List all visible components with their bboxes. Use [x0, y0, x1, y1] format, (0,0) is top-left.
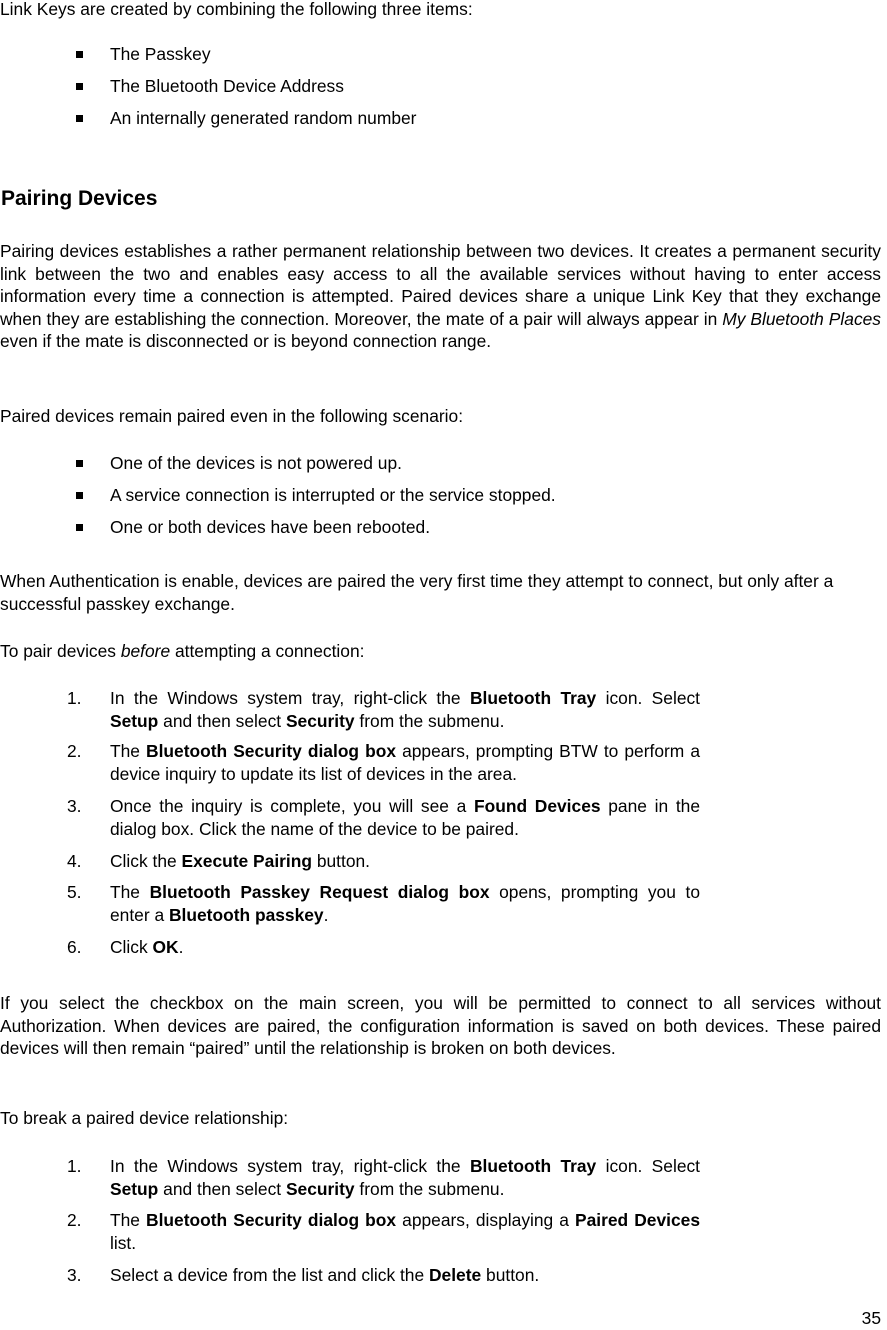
pair-steps-list: [0, 687, 701, 731]
list-item: 5. The Bluetooth Passkey Request dialog box opens, prompting you to enter a Bluetooth passkey.: [67, 882, 700, 925]
bullet-square-icon: [76, 524, 83, 531]
bullet-square-icon: [76, 492, 83, 499]
pair-steps-list-cont-6: [0, 936, 700, 959]
list-item: 6. Click OK.: [67, 937, 184, 957]
list-item: 2. The Bluetooth Security dialog box appears, prompting BTW to perform a device inquiry to update its list of devices in the area.: [67, 741, 700, 784]
pair-steps-list-cont-4: [0, 850, 700, 873]
bullet-square-icon: [76, 115, 83, 122]
link-key-items-list: [0, 43, 416, 139]
list-item: An internally generated random number: [0, 107, 416, 139]
intro-paragraph: Link Keys are created by combining the following three items:: [0, 0, 473, 19]
pair-steps-list-cont-2: [0, 740, 700, 786]
bullet-square-icon: [76, 83, 83, 90]
list-item: One or both devices have been rebooted.: [0, 516, 556, 548]
break-steps-list: [0, 1155, 700, 1201]
pairing-paragraph: Pairing devices establishes a rather permanent relationship between two devices. It creates a permanent security link between the two and enables easy access to all the available services without having to enter access information every time a connection is attempted. Paired devices share a unique Link Key that they exchange when they are establishing the connection. Moreover, the mate of a pair will always appear in My Bluetooth Places even if the mate is disconnected or is beyond connection range.: [0, 241, 882, 352]
bullet-square-icon: [76, 51, 83, 58]
break-steps-list-cont-3: [0, 1264, 700, 1287]
list-item: One of the devices is not powered up.: [0, 452, 556, 484]
pair-before-intro: To pair devices before attempting a connection:: [0, 641, 365, 661]
list-item: The Bluetooth Device Address: [0, 75, 416, 107]
bullet-square-icon: [76, 460, 83, 467]
page-number: 35: [861, 1308, 881, 1328]
authentication-paragraph: When Authentication is enable, devices are paired the very first time they attempt to connect, but only after a successful passkey exchange.: [0, 571, 834, 614]
scenario-list: [0, 452, 556, 548]
break-steps-list-cont-2: [0, 1209, 700, 1255]
list-item: The Passkey: [0, 43, 416, 75]
pair-steps-list-cont-5: [0, 881, 700, 927]
list-item: 2. The Bluetooth Security dialog box appears, displaying a Paired Devices list.: [67, 1210, 700, 1253]
list-item: A service connection is interrupted or the service stopped.: [0, 484, 556, 516]
checkbox-paragraph: If you select the checkbox on the main screen, you will be permitted to connect to all services without Authorization. When devices are paired, the configuration information is saved on both devices. These paired devices will then remain “paired” until the relationship is broken on both devices.: [0, 993, 881, 1059]
break-intro: To break a paired device relationship:: [0, 1108, 289, 1128]
list-item: 1. In the Windows system tray, right-click the Bluetooth Tray icon. Select Setup and then select Security from the submenu.: [67, 1156, 701, 1199]
list-item: 3. Once the inquiry is complete, you will see a Found Devices pane in the dialog box. Click the name of the device to be paired.: [67, 796, 700, 839]
remain-paired-intro: Paired devices remain paired even in the following scenario:: [0, 406, 464, 426]
section-heading-pairing-devices: Pairing Devices: [1, 187, 158, 210]
list-item: 3. Select a device from the list and click the Delete button.: [67, 1265, 540, 1285]
list-item: 1. In the Windows system tray, right-click the Bluetooth Tray icon. Select Setup and then select Security from the submenu.: [67, 688, 701, 731]
list-item: 4. Click the Execute Pairing button.: [67, 851, 371, 871]
pair-steps-list-cont-3: [0, 795, 700, 841]
